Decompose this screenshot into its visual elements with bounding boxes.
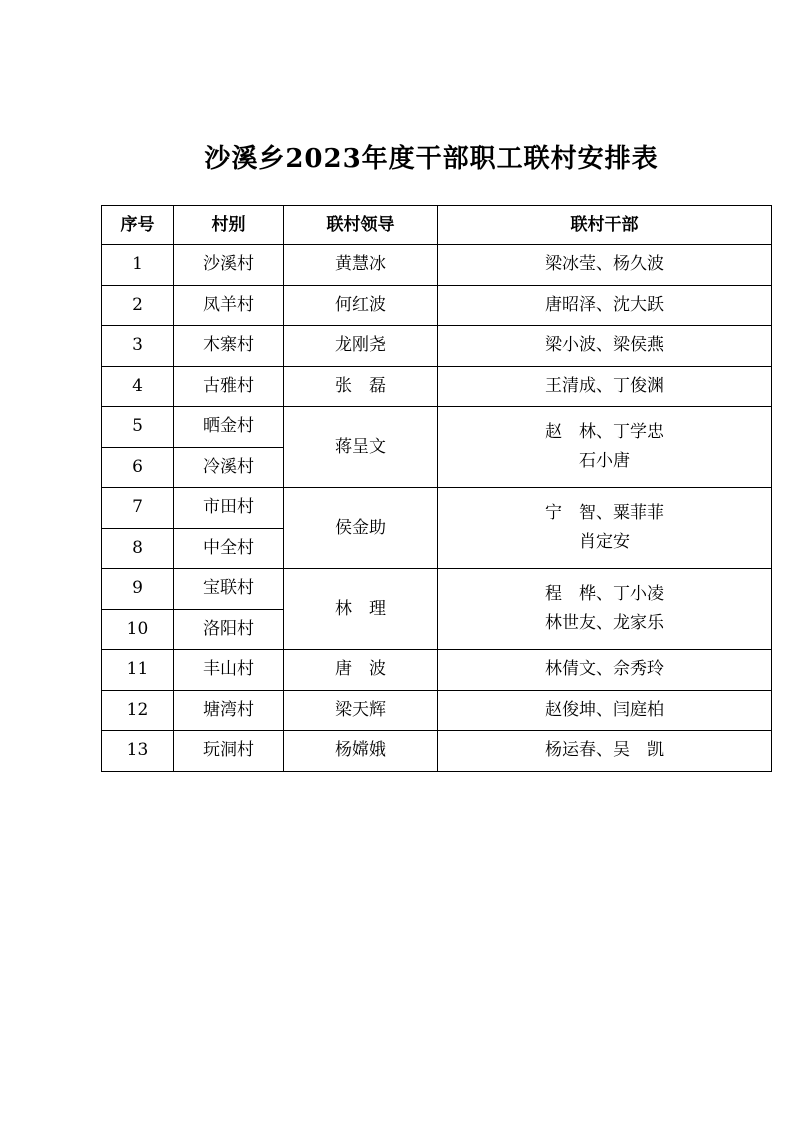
row-no: 5 (102, 407, 174, 448)
row-leader: 张 磊 (284, 366, 438, 407)
group-cadre-line: 林世友、龙家乐 (545, 613, 664, 633)
table-row (102, 731, 772, 772)
row-no: 11 (102, 650, 174, 691)
row-no: 2 (102, 285, 174, 326)
row-cadre: 赵俊坤、闫庭柏 (438, 690, 772, 731)
row-no: 1 (102, 245, 174, 286)
row-cadre: 梁冰莹、杨久波 (438, 245, 772, 286)
row-cadre: 林倩文、佘秀玲 (438, 650, 772, 691)
row-village: 市田村 (174, 488, 284, 529)
row-cadre: 梁小波、梁侯燕 (438, 326, 772, 367)
table-row (102, 366, 772, 407)
row-village: 中全村 (174, 528, 284, 569)
header-village: 村别 (174, 206, 284, 245)
group-cadre-line: 赵 林、丁学忠 (545, 422, 664, 442)
group-cadre-line: 程 桦、丁小凌 (545, 584, 664, 604)
row-village: 凤羊村 (174, 285, 284, 326)
header-cadre: 联村干部 (438, 206, 772, 245)
table-row (102, 690, 772, 731)
row-village: 晒金村 (174, 407, 284, 448)
row-no: 3 (102, 326, 174, 367)
header-no: 序号 (102, 206, 174, 245)
table-row (102, 407, 772, 448)
group-cadre (438, 488, 772, 569)
row-village: 沙溪村 (174, 245, 284, 286)
row-leader: 杨嫦娥 (284, 731, 438, 772)
row-no: 13 (102, 731, 174, 772)
row-cadre: 王清成、丁俊渊 (438, 366, 772, 407)
page-title: 沙溪乡2023年度干部职工联村安排表 (204, 144, 659, 174)
table-header-row (102, 206, 772, 245)
row-no: 8 (102, 528, 174, 569)
group-cadre (438, 407, 772, 488)
table-row (102, 285, 772, 326)
row-no: 9 (102, 569, 174, 610)
group-leader: 蒋呈文 (284, 407, 438, 488)
row-no: 6 (102, 447, 174, 488)
group-cadre-line: 宁 智、粟菲菲 (545, 503, 664, 523)
table-row (102, 326, 772, 367)
row-village: 洛阳村 (174, 609, 284, 650)
row-village: 丰山村 (174, 650, 284, 691)
row-no: 12 (102, 690, 174, 731)
table-row (102, 650, 772, 691)
row-village: 塘湾村 (174, 690, 284, 731)
arrangement-table (101, 205, 772, 772)
table-row (102, 245, 772, 286)
row-leader: 黄慧冰 (284, 245, 438, 286)
table-row (102, 569, 772, 610)
group-cadre-line: 石小唐 (579, 451, 630, 471)
row-leader: 何红波 (284, 285, 438, 326)
row-no: 7 (102, 488, 174, 529)
row-no: 10 (102, 609, 174, 650)
row-leader: 龙刚尧 (284, 326, 438, 367)
row-cadre: 杨运春、吴 凯 (438, 731, 772, 772)
row-village: 玩洞村 (174, 731, 284, 772)
row-cadre: 唐昭泽、沈大跃 (438, 285, 772, 326)
group-leader: 侯金助 (284, 488, 438, 569)
header-leader: 联村领导 (284, 206, 438, 245)
row-no: 4 (102, 366, 174, 407)
group-cadre-line: 肖定安 (579, 532, 630, 552)
row-village: 古雅村 (174, 366, 284, 407)
group-cadre (438, 569, 772, 650)
group-leader: 林 理 (284, 569, 438, 650)
row-village: 宝联村 (174, 569, 284, 610)
row-leader: 唐 波 (284, 650, 438, 691)
table-row (102, 488, 772, 529)
row-village: 木寨村 (174, 326, 284, 367)
row-village: 冷溪村 (174, 447, 284, 488)
row-leader: 梁天辉 (284, 690, 438, 731)
